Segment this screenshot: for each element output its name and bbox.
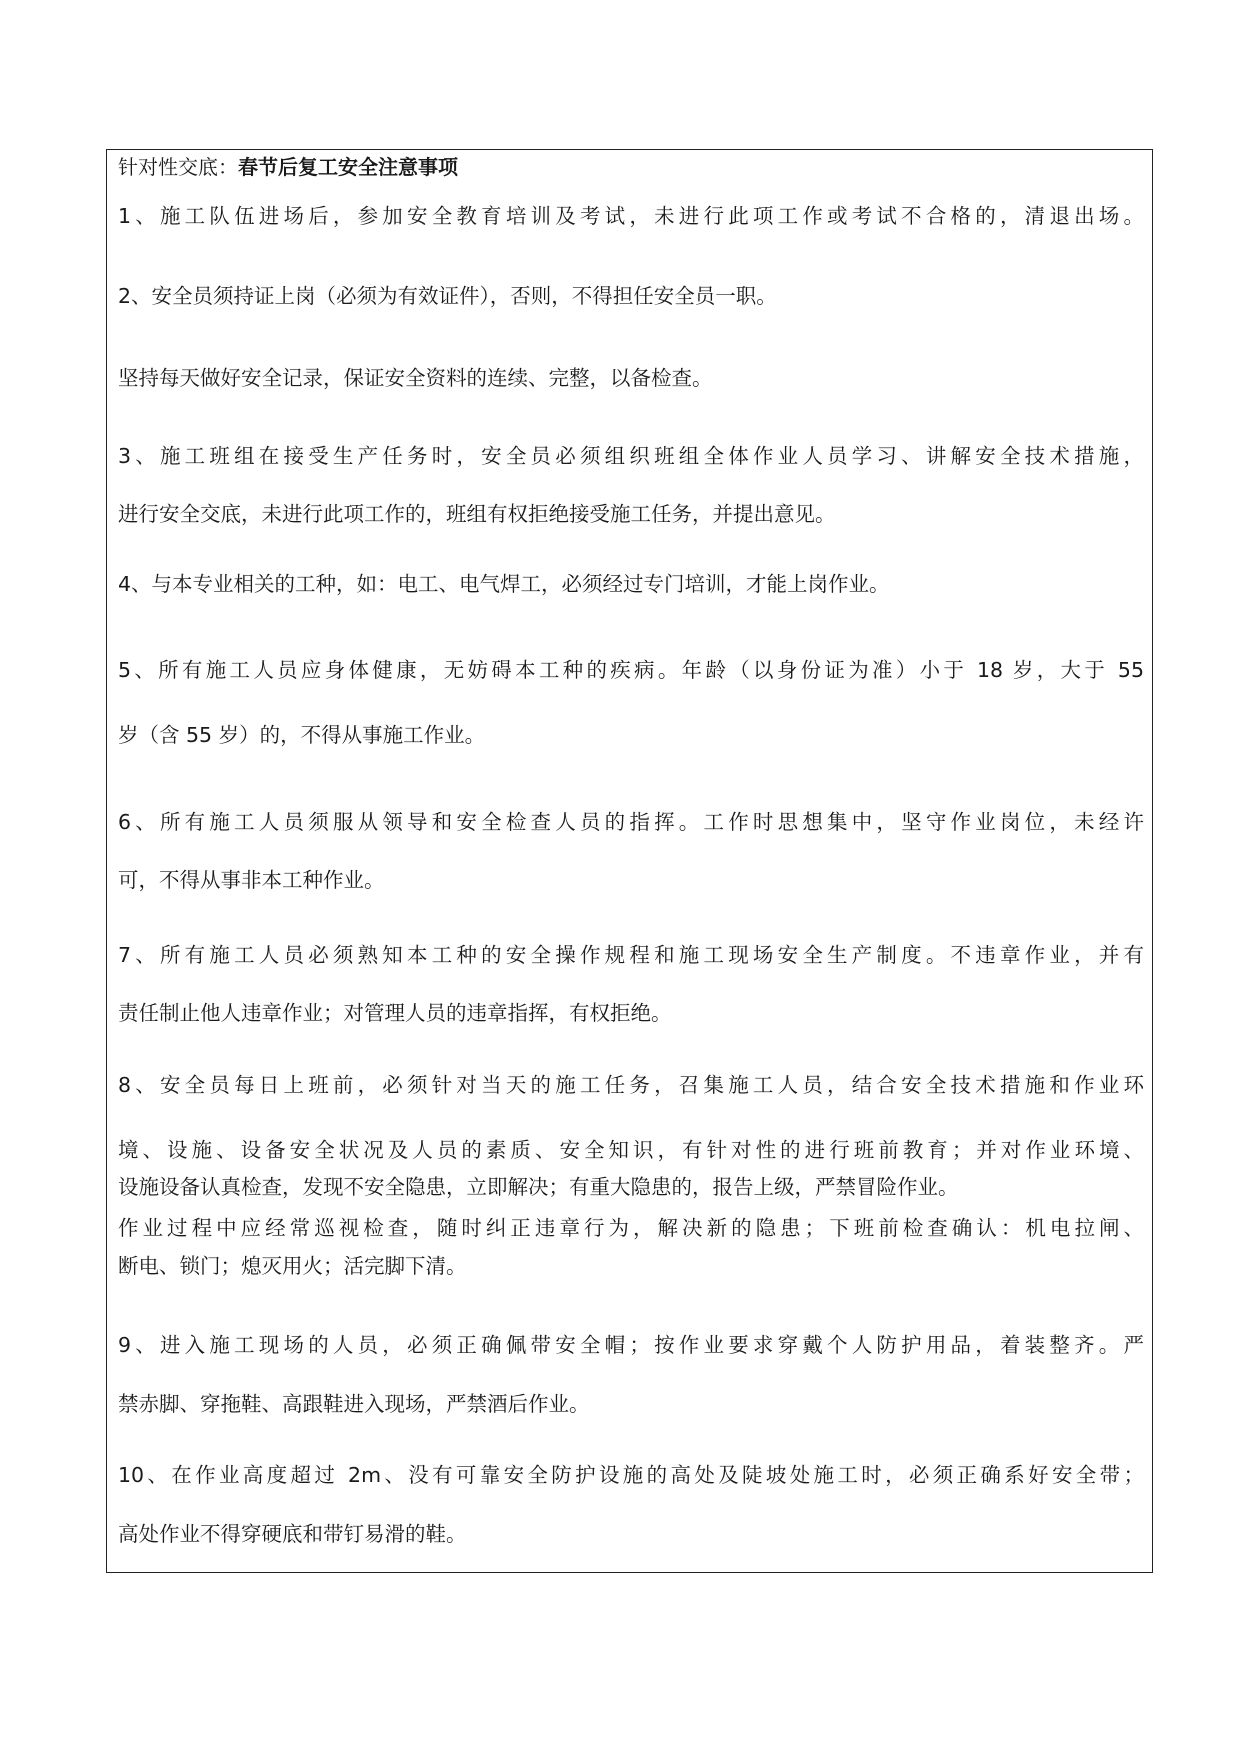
heading-title: 春节后复工安全注意事项: [238, 155, 458, 179]
text-line-item-10a: 10、在作业高度超过 2m、没有可靠安全防护设施的高处及陡坡处施工时，必须正确系好安全带；: [118, 1463, 1144, 1487]
document-heading: [118, 152, 458, 182]
text-line-item-8d: 作业过程中应经常巡视检查，随时纠正违章行为，解决新的隐患；下班前检查确认：机电拉闸、: [118, 1216, 1144, 1240]
text-line-item-10b: 高处作业不得穿硬底和带钉易滑的鞋。: [118, 1522, 467, 1546]
text-line-item-8b: 境、设施、设备安全状况及人员的素质、安全知识，有针对性的进行班前教育；并对作业环境、: [118, 1138, 1144, 1162]
text-line-item-2: 2、安全员须持证上岗（必须为有效证件），否则，不得担任安全员一职。: [118, 284, 777, 308]
text-line-item-8c: 设施设备认真检查，发现不安全隐患，立即解决；有重大隐患的，报告上级，严禁冒险作业。: [118, 1175, 959, 1199]
text-line-item-8e: 断电、锁门；熄灭用火；活完脚下清。: [118, 1254, 467, 1278]
text-line-item-3a: 3、施工班组在接受生产任务时，安全员必须组织班组全体作业人员学习、讲解安全技术措施，: [118, 444, 1144, 468]
text-line-item-1: 1、施工队伍进场后，参加安全教育培训及考试，未进行此项工作或考试不合格的，清退出场。: [118, 204, 1144, 228]
text-line-item-5a: 5、所有施工人员应身体健康，无妨碍本工种的疾病。年龄（以身份证为准）小于 18 岁，大于 55: [118, 658, 1144, 682]
text-line-safety-records: 坚持每天做好安全记录，保证安全资料的连续、完整，以备检查。: [118, 366, 713, 390]
text-line-item-9a: 9、进入施工现场的人员，必须正确佩带安全帽；按作业要求穿戴个人防护用品，着装整齐。严: [118, 1333, 1144, 1357]
text-line-item-3b: 进行安全交底，未进行此项工作的，班组有权拒绝接受施工任务，并提出意见。: [118, 502, 836, 526]
heading-label: 针对性交底：: [118, 155, 238, 179]
text-line-item-6b: 可，不得从事非本工种作业。: [118, 868, 385, 892]
text-line-item-8a: 8、安全员每日上班前，必须针对当天的施工任务，召集施工人员，结合安全技术措施和作业环: [118, 1073, 1144, 1097]
text-line-item-9b: 禁赤脚、穿拖鞋、高跟鞋进入现场，严禁酒后作业。: [118, 1392, 590, 1416]
text-line-item-5b: 岁（含 55 岁）的，不得从事施工作业。: [118, 723, 486, 747]
text-line-item-7a: 7、所有施工人员必须熟知本工种的安全操作规程和施工现场安全生产制度。不违章作业，并有: [118, 943, 1144, 967]
text-line-item-6a: 6、所有施工人员须服从领导和安全检查人员的指挥。工作时思想集中，坚守作业岗位，未经许: [118, 810, 1144, 834]
text-line-item-4: 4、与本专业相关的工种，如：电工、电气焊工，必须经过专门培训，才能上岗作业。: [118, 572, 890, 596]
text-line-item-7b: 责任制止他人违章作业；对管理人员的违章指挥，有权拒绝。: [118, 1001, 672, 1025]
